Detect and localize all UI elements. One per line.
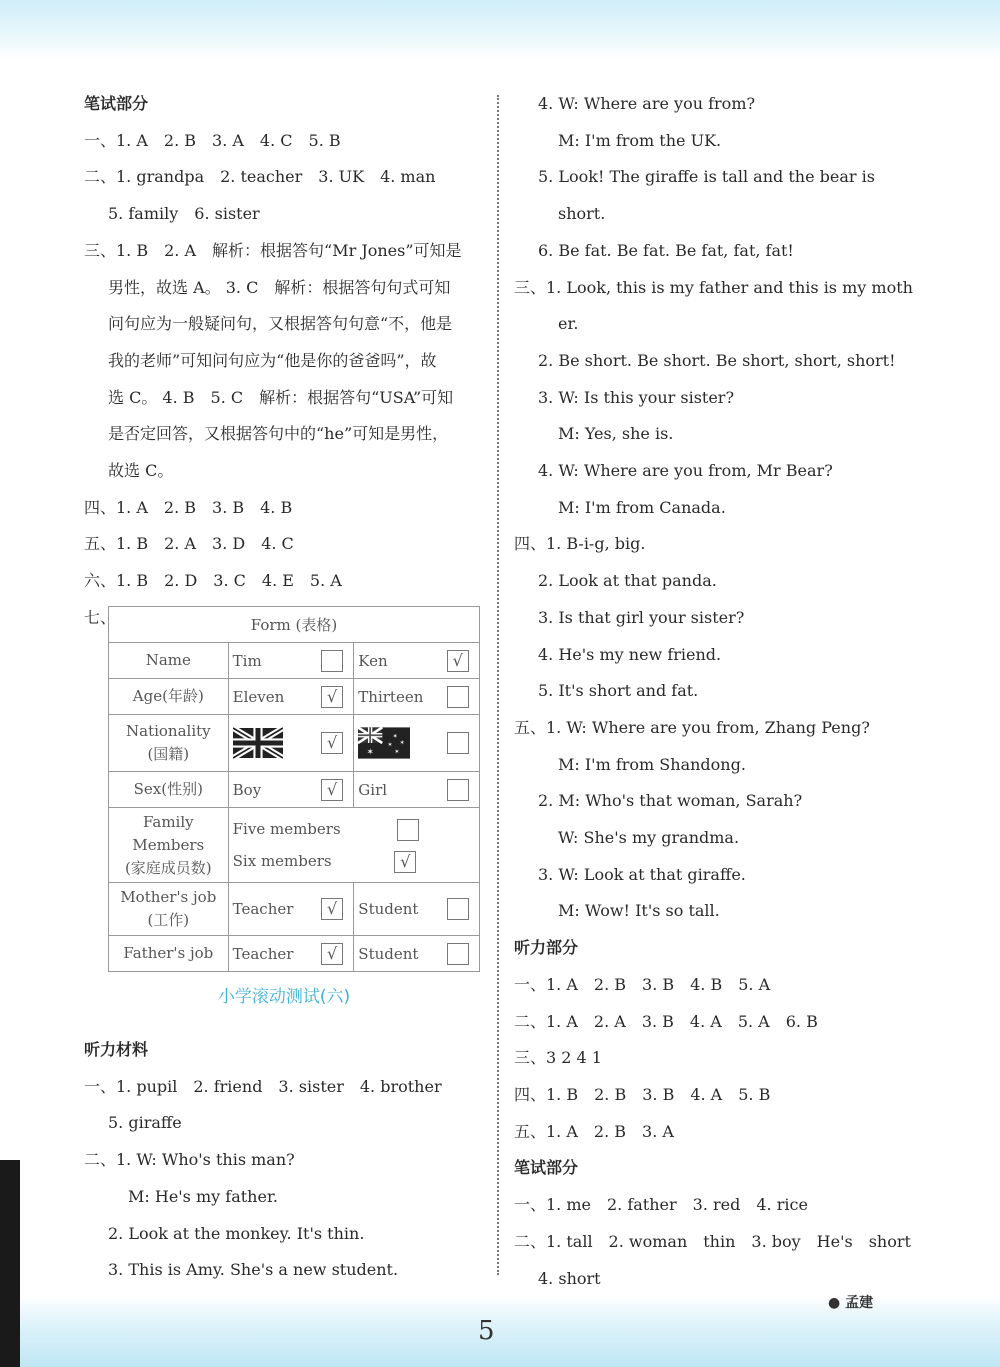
page-number: 5	[478, 1316, 495, 1346]
checkbox-empty	[447, 686, 469, 708]
dialogue-line: 2. Look at the monkey. It's thin.	[108, 1223, 365, 1243]
dialogue-line: M: I'm from Shandong.	[558, 754, 746, 774]
checkbox	[443, 715, 480, 772]
answer-line: 三、3 2 4 1	[514, 1048, 602, 1068]
checkbox	[317, 772, 354, 808]
checkbox	[317, 679, 354, 715]
father-option-a: Teacher	[228, 936, 317, 972]
section-title-listening-material: 听力材料	[84, 1040, 149, 1059]
row-label-mother-job	[109, 883, 229, 936]
australia-flag-cell	[354, 715, 443, 772]
explanation-line: 故选 C。	[108, 461, 174, 481]
checkbox-checked: √	[447, 650, 469, 672]
svg-text:✶: ✶	[392, 732, 399, 740]
dialogue-line: 二、1. W: Who's this man?	[84, 1150, 295, 1170]
right-column	[514, 86, 914, 1297]
mother-option-b: Student	[354, 883, 443, 936]
form-table	[108, 606, 480, 972]
answer-line: 5. family 6. sister	[108, 204, 260, 224]
column-divider	[497, 95, 499, 1275]
name-option-b: Ken	[354, 643, 443, 679]
dialogue-line: 5. Look! The giraffe is tall and the bear is	[538, 167, 875, 187]
family-options	[228, 808, 479, 883]
row-label-sex: Sex(性别)	[109, 772, 229, 808]
checkbox	[443, 772, 480, 808]
dialogue-line: 四、1. B-i-g, big.	[514, 534, 646, 554]
dialogue-line: 三、1. Look, this is my father and this is my moth	[514, 277, 913, 297]
name-option-a: Tim	[228, 643, 317, 679]
family-option-b-row	[233, 845, 475, 877]
dialogue-line: M: Yes, she is.	[558, 424, 674, 444]
nationality-label: Nationality	[126, 722, 211, 740]
answer-line: 二、1. A 2. A 3. B 4. A 5. A 6. B	[514, 1011, 818, 1031]
answer-line: 4. short	[538, 1268, 601, 1288]
sex-option-b: Girl	[354, 772, 443, 808]
checkbox-checked: √	[321, 779, 343, 801]
answer-line: 一、1. pupil 2. friend 3. sister 4. brother	[84, 1076, 442, 1096]
mother-job-label-cn: (工作)	[147, 911, 190, 929]
publisher-footer: ● 孟建	[828, 1295, 874, 1311]
explanation-line: 男性，故选 A。 3. C 解析：根据答句句式可知	[108, 277, 451, 297]
answer-line: 四、1. A 2. B 3. B 4. B	[84, 497, 293, 517]
dialogue-line: M: I'm from the UK.	[558, 130, 722, 150]
checkbox-checked: √	[321, 943, 343, 965]
answer-line: 五、1. B 2. A 3. D 4. C	[84, 534, 294, 554]
checkbox-empty	[447, 898, 469, 920]
section-title-written: 笔试部分	[84, 94, 149, 113]
top-decorative-band	[0, 0, 1000, 60]
checkbox	[443, 883, 480, 936]
sex-option-a: Boy	[228, 772, 317, 808]
test-title: 小学滚动测试(六)	[217, 987, 351, 1007]
answer-line: 二、1. grandpa 2. teacher 3. UK 4. man	[84, 167, 436, 187]
checkbox	[443, 679, 480, 715]
dialogue-line: 4. W: Where are you from, Mr Bear?	[538, 461, 833, 481]
answer-line: 一、1. me 2. father 3. red 4. rice	[514, 1195, 808, 1215]
australia-flag-icon	[358, 727, 410, 759]
checkbox-checked: √	[321, 686, 343, 708]
family-option-a: Five members	[232, 820, 341, 838]
dialogue-line: 4. He's my new friend.	[538, 644, 722, 664]
uk-flag-cell	[228, 715, 317, 772]
dialogue-line: 3. This is Amy. She's a new student.	[108, 1260, 399, 1280]
checkbox-empty	[447, 779, 469, 801]
dialogue-line: 3. W: Look at that giraffe.	[538, 864, 746, 884]
section-seven-label: 七、	[84, 607, 117, 627]
checkbox	[317, 643, 354, 679]
checkbox-empty	[321, 650, 343, 672]
svg-text:✶: ✶	[366, 747, 375, 758]
answer-line: 四、1. B 2. B 3. B 4. A 5. B	[514, 1084, 771, 1104]
age-option-b: Thirteen	[354, 679, 443, 715]
checkbox	[317, 715, 354, 772]
explanation-line: 三、1. B 2. A 解析：根据答句“Mr Jones”可知是	[84, 240, 462, 260]
family-option-a-row	[233, 813, 475, 845]
section-title-listening: 听力部分	[514, 938, 579, 958]
dialogue-line: short.	[558, 204, 606, 224]
checkbox	[443, 936, 480, 972]
dialogue-line: W: She's my grandma.	[558, 828, 740, 848]
family-option-b: Six members	[232, 852, 332, 870]
checkbox	[443, 643, 480, 679]
answer-line: 一、1. A 2. B 3. B 4. B 5. A	[514, 974, 771, 994]
row-label-nationality	[109, 715, 229, 772]
mother-job-label: Mother's job	[120, 888, 217, 906]
family-label-2: Members	[132, 835, 205, 854]
dialogue-line: er.	[558, 314, 579, 334]
checkbox-empty	[447, 943, 469, 965]
mother-option-a: Teacher	[228, 883, 317, 936]
family-label-cn: (家庭成员数)	[124, 858, 212, 877]
family-label-1: Family	[143, 812, 194, 831]
checkbox-empty	[397, 819, 419, 841]
svg-text:✶: ✶	[387, 741, 393, 749]
explanation-line: 问句应为一般疑问句，又根据答句句意“不，他是	[108, 314, 453, 334]
section-title-written-2: 笔试部分	[514, 1158, 579, 1178]
checkbox	[317, 936, 354, 972]
answer-line: 六、1. B 2. D 3. C 4. E 5. A	[84, 571, 342, 591]
row-label-father-job: Father's job	[109, 936, 229, 972]
form-title: Form (表格)	[109, 607, 480, 643]
checkbox-checked: √	[321, 732, 343, 754]
answer-line: 五、1. A 2. B 3. A	[514, 1121, 674, 1141]
row-label-family	[109, 808, 229, 883]
dialogue-line: M: I'm from Canada.	[558, 497, 726, 517]
dialogue-line: 2. M: Who's that woman, Sarah?	[538, 791, 803, 811]
row-label-age: Age(年龄)	[109, 679, 229, 715]
dialogue-line: 2. Be short. Be short. Be short, short, short!	[538, 350, 896, 370]
dialogue-line: M: He's my father.	[128, 1186, 278, 1206]
dialogue-line: 6. Be fat. Be fat. Be fat, fat, fat!	[538, 240, 794, 260]
left-edge-tab	[0, 1160, 20, 1367]
checkbox-checked: √	[321, 898, 343, 920]
dialogue-line: 3. W: Is this your sister?	[538, 387, 735, 407]
explanation-line: 我的老师”可知问句应为“他是你的爸爸吗”，故	[108, 350, 437, 370]
dialogue-line: 3. Is that girl your sister?	[538, 607, 745, 627]
nationality-label-cn: (国籍)	[147, 745, 190, 763]
answer-line: 二、1. tall 2. woman thin 3. boy He's short	[514, 1231, 911, 1251]
father-option-b: Student	[354, 936, 443, 972]
age-option-a: Eleven	[228, 679, 317, 715]
uk-flag-icon	[233, 727, 283, 759]
dialogue-line: 4. W: Where are you from?	[538, 94, 756, 113]
svg-text:✶: ✶	[399, 739, 405, 747]
svg-text:✶: ✶	[394, 748, 400, 756]
row-label-name: Name	[109, 643, 229, 679]
dialogue-line: 5. It's short and fat.	[538, 681, 699, 701]
left-column-lower	[84, 1032, 484, 1289]
explanation-line: 选 C。 4. B 5. C 解析：根据答句“USA”可知	[108, 387, 454, 407]
left-column	[84, 86, 484, 637]
dialogue-line: 2. Look at that panda.	[538, 571, 717, 591]
answer-line: 5. giraffe	[108, 1113, 182, 1133]
explanation-line: 是否定回答，又根据答句中的“he”可知是男性，	[108, 424, 449, 444]
checkbox-checked: √	[394, 851, 416, 873]
answer-line: 一、1. A 2. B 3. A 4. C 5. B	[84, 130, 341, 150]
checkbox-empty	[447, 732, 469, 754]
dialogue-line: M: Wow! It's so tall.	[558, 901, 720, 921]
checkbox	[317, 883, 354, 936]
dialogue-line: 五、1. W: Where are you from, Zhang Peng?	[514, 717, 870, 737]
